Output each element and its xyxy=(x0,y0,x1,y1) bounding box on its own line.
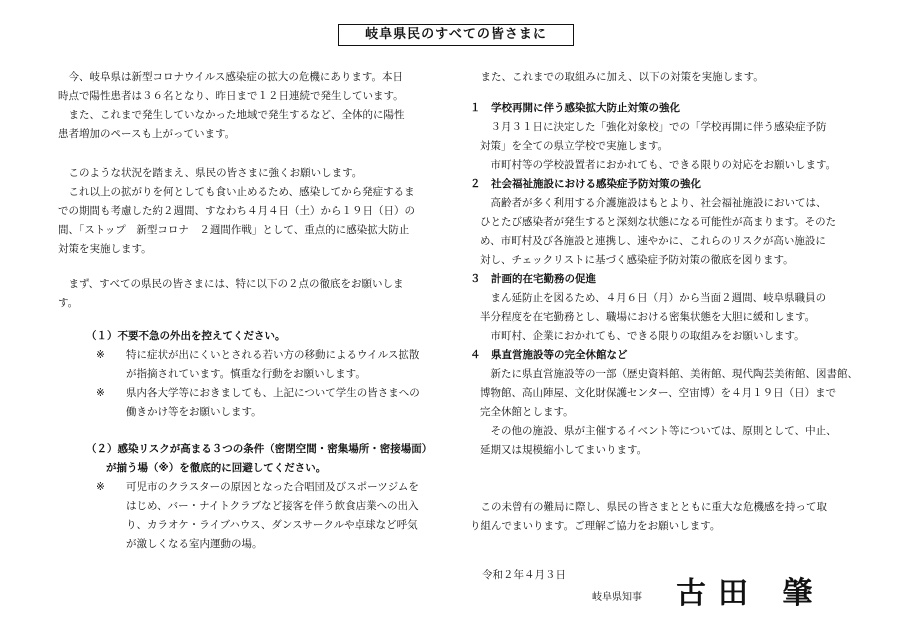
section-4-line: その他の施設、県が主催するイベント等については、原則として、中止、 xyxy=(480,425,837,437)
right-column xyxy=(470,68,865,536)
governor-signature xyxy=(676,576,826,612)
ask-line: まず、すべての県民の皆さまには、特に以下の２点の徹底をお願いしま xyxy=(58,278,404,290)
section-1-heading: １ 学校再開に伴う感染拡大防止対策の強化 xyxy=(470,102,680,114)
closing-line: この未曾有の難局に際し、県民の皆さまとともに重大な危機感を持って取 xyxy=(470,501,827,513)
section-4-line: 延期又は規模縮小してまいります。 xyxy=(480,444,648,456)
document-title: 岐阜県民のすべての皆さまに xyxy=(338,24,574,46)
intro-line: 今、岐阜県は新型コロナウイルス感染症の拡大の危機にあります。本日 xyxy=(58,71,404,83)
note-line: り、カラオケ・ライブハウス、ダンスサークルや卓球など呼気 xyxy=(126,519,418,531)
request-line: このような状況を踏まえ、県民の皆さまに強くお願いします。 xyxy=(58,167,363,179)
right-lead: また、これまでの取組みに加え、以下の対策を実施します。 xyxy=(470,71,764,83)
request-line: 対策を実施します。 xyxy=(58,243,152,255)
ask-line: す。 xyxy=(58,297,79,309)
note-mark: ※ xyxy=(96,387,105,399)
request-line: での期間も考慮した約２週間、すなわち４月４日（土）から１９日（日）の xyxy=(58,205,415,217)
closing-line: り組んでまいります。ご理解ご協力をお願いします。 xyxy=(470,520,721,532)
note-line: が指摘されています。慎重な行動をお願いします。 xyxy=(126,368,366,380)
section-3-line: まん延防止を図るため、４月６日（月）から当面２週間、岐阜県職員の xyxy=(480,292,827,304)
left-column xyxy=(58,68,434,554)
section-3-line: 半分程度を在宅勤務とし、職場における密集状態を大胆に緩和します。 xyxy=(480,311,816,323)
section-1-line: 市町村等の学校設置者におかれても、できる限りの対応をお願いします。 xyxy=(480,159,837,171)
item2-note xyxy=(96,478,434,554)
section-2-line: 対し、チェックリストに基づく感染症予防対策の徹底を図ります。 xyxy=(480,254,794,266)
section-2-line: ひとたび感染者が発生すると深刻な状態になる可能性が高まります。そのた xyxy=(480,216,837,228)
section-1-line: ３月３１日に決定した「強化対象校」での「学校再開に伴う感染症予防 xyxy=(480,121,827,133)
item2-heading-line1: （２）感染リスクが高まる３つの条件（密閉空間・密集場所・密接場面） xyxy=(86,443,433,455)
section-2-line: め、市町村及び各施設と連携し、速やかに、これらのリスクが高い施設に xyxy=(480,235,826,247)
intro-line: 時点で陽性患者は３６名となり、昨日まで１２日連続で発生しています。 xyxy=(58,90,404,102)
item1-note-1 xyxy=(96,346,434,384)
request-line: これ以上の拡がりを何としても食い止めるため、感染してから発症するま xyxy=(58,186,415,198)
section-4-line: 新たに県直営施設等の一部（歴史資料館、美術館、現代陶芸美術館、図書館、 xyxy=(480,368,858,380)
item1-heading: （１）不要不急の外出を控えてください。 xyxy=(86,330,286,342)
item1-note-2 xyxy=(96,384,434,422)
section-3-line: 市町村、企業におかれても、できる限りの取組みをお願いします。 xyxy=(480,330,805,342)
section-1-line: 対策」を全ての県立学校で実施します。 xyxy=(480,140,669,152)
note-mark: ※ xyxy=(96,481,105,493)
note-line: はじめ、バー・ナイトクラブなど接客を伴う飲食店業への出入 xyxy=(126,500,419,512)
item2-heading-line2: が揃う場（※）を徹底的に回避してください。 xyxy=(106,462,327,474)
request-line: 間、「ストップ 新型コロナ ２週間作戦」として、重点的に感染拡大防止 xyxy=(58,224,410,236)
intro-line: また、これまで発生していなかった地域で発生するなど、全体的に陽性 xyxy=(58,109,405,121)
section-2-line: 高齢者が多く利用する介護施設はもとより、社会福祉施設においては、 xyxy=(480,197,827,209)
section-3-heading: ３ 計画的在宅勤務の促進 xyxy=(470,273,596,285)
intro-line: 患者増加のペースも上がっています。 xyxy=(58,128,236,140)
note-line: 県内各大学等におきましても、上記について学生の皆さまへの xyxy=(126,387,420,399)
governor-title: 岐阜県知事 xyxy=(592,592,642,603)
section-4-line: 完全休館とします。 xyxy=(480,406,574,418)
note-line: 可児市のクラスターの原因となった合唱団及びスポーツジムを xyxy=(126,481,419,493)
note-line: 特に症状が出にくいとされる若い方の移動によるウイルス拡散 xyxy=(126,349,420,361)
issue-date: 令和２年４月３日 xyxy=(482,569,566,581)
section-2-heading: ２ 社会福祉施設における感染症予防対策の強化 xyxy=(470,178,701,190)
note-mark: ※ xyxy=(96,349,105,361)
section-4-line: 博物館、高山陣屋、文化財保護センター、空宙博）を４月１９日（日）まで xyxy=(480,387,837,399)
note-line: 働きかけ等をお願いします。 xyxy=(126,406,262,418)
signature-text: 古田 肇 xyxy=(676,576,825,611)
note-line: が激しくなる室内運動の場。 xyxy=(126,538,263,550)
section-4-heading: ４ 県直営施設等の完全休館など xyxy=(470,349,628,361)
